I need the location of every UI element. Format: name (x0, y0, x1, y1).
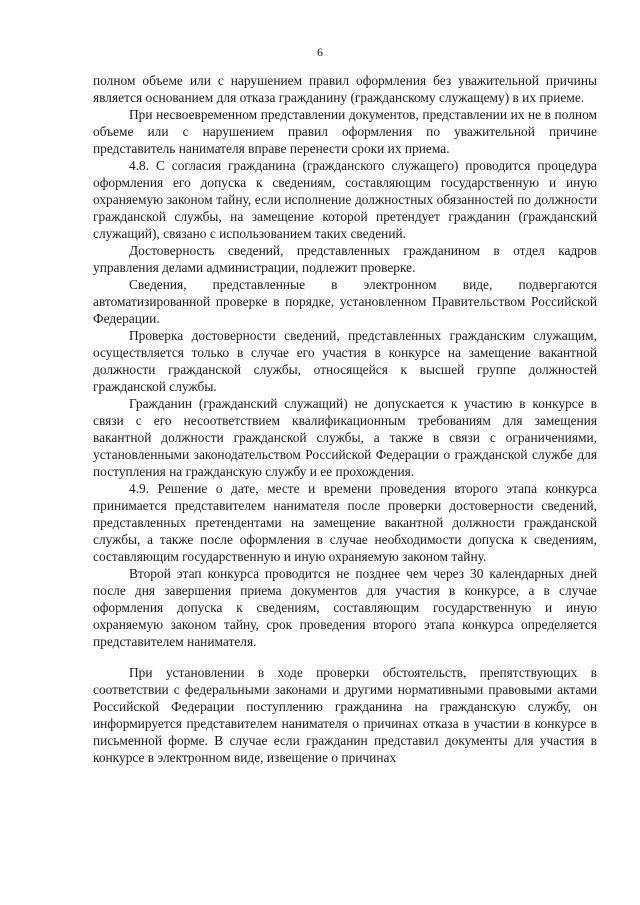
document-body (93, 72, 597, 766)
paragraph-4-8: 4.8. С согласия гражданина (гражданского служащего) проводится процедура оформления его допуска к сведениям, составляющим государственную и иную охраняемую законом тайну, если исполнение должностных обязанностей по должности гражданской службы, на замещение которой претендует гражданин (гражданский служащий), связано с использованием таких сведений. (93, 158, 597, 241)
paragraph-electronic: Сведения, представленные в электронном виде, подвергаются автоматизированной проверке в порядке, установленном Правительством Российской Федерации. (93, 277, 597, 326)
paragraph-continuation: полном объеме или с нарушением правил оформления без уважительной причины является основанием для отказа гражданину (гражданскому служащему) в их приеме. (93, 73, 597, 105)
paragraph-postponement: При несвоевременном представлении документов, представлении их не в полном объеме или с нарушением правил оформления по уважительной причине представитель нанимателя вправе перенести сроки их приема. (93, 107, 597, 156)
paragraph-check-civil-servant: Проверка достоверности сведений, представленных гражданским служащим, осуществляется только в случае его участия в конкурсе на замещение вакантной должности гражданской службы, относящейся к высшей группе должностей гражданской службы. (93, 328, 597, 394)
paragraph-verification: Достоверность сведений, представленных гражданином в отдел кадров управления делами администрации, подлежит проверке. (93, 243, 597, 275)
paragraph-4-9: 4.9. Решение о дате, месте и времени проведения второго этапа конкурса принимается представителем нанимателя после проверки достоверности сведений, представленных претендентами на замещение вакантной должности гражданской службы, а также после оформления в случае необходимости допуска к сведениям, составляющим государственную и иную охраняемую законом тайну. (93, 481, 597, 564)
paragraph-not-admitted: Гражданин (гражданский служащий) не допускается к участию в конкурсе в связи с его несоответствием квалификационным требованиям для замещения вакантной должности гражданской службы, а также в связи с ограничениями, установленными законодательством Российской Федерации о гражданской службе для поступления на гражданскую службу и ее прохождения. (93, 396, 597, 479)
paragraph-second-stage: Второй этап конкурса проводится не позднее чем через 30 календарных дней после дня завершения приема документов для участия в конкурсе, а в случае оформления допуска к сведениям, составляющим государственную и иную охраняемую законом тайну, срок проведения второго этапа конкурса определяется представителем нанимателя. (93, 566, 597, 649)
page-number: 6 (317, 45, 323, 59)
paragraph-refusal-notice: При установлении в ходе проверки обстоятельств, препятствующих в соответствии с федеральными законами и другими нормативными правовыми актами Российской Федерации поступлению гражданина на гражданскую службу, он информируется представителем нанимателя о причинах отказа в участии в конкурсе в письменной форме. В случае если гражданин представил документы для участия в конкурсе в электронном виде, извещение о причинах (93, 665, 597, 765)
